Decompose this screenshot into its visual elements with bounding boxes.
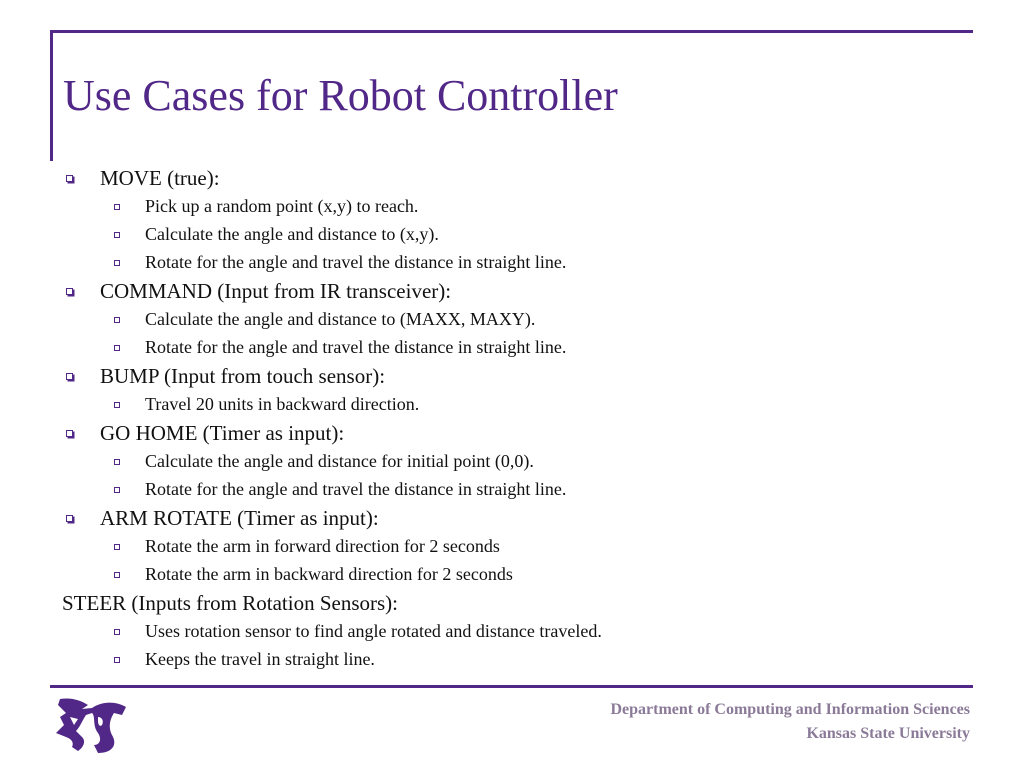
sub-bullet <box>62 306 962 334</box>
square-bullet-icon <box>66 175 73 182</box>
sub-bullet-text: Rotate for the angle and travel the distance in straight line. <box>145 337 567 357</box>
small-square-bullet-icon <box>114 204 120 210</box>
sub-bullet-text: Rotate the arm in forward direction for 2 seconds <box>145 536 500 556</box>
top-rule <box>50 30 973 33</box>
bullet-go-home <box>62 419 962 448</box>
small-square-bullet-icon <box>114 572 120 578</box>
sub-bullet-text: Calculate the angle and distance to (x,y). <box>145 224 439 244</box>
square-bullet-icon <box>66 430 73 437</box>
sub-bullet-text: Rotate the arm in backward direction for 2 seconds <box>145 564 513 584</box>
sub-bullet-text: Travel 20 units in backward direction. <box>145 394 420 414</box>
sub-bullet-text: Rotate for the angle and travel the distance in straight line. <box>145 479 567 499</box>
small-square-bullet-icon <box>114 657 120 663</box>
small-square-bullet-icon <box>114 629 120 635</box>
bullet-label: COMMAND (Input from IR transceiver): <box>100 279 452 303</box>
sub-bullet <box>62 618 962 646</box>
bullet-bump <box>62 362 962 391</box>
square-bullet-icon <box>66 288 73 295</box>
bullet-label: MOVE (true): <box>100 166 220 190</box>
bullet-command <box>62 277 962 306</box>
sub-bullet <box>62 476 962 504</box>
bullet-arm-rotate <box>62 504 962 533</box>
sub-bullet-text: Keeps the travel in straight line. <box>145 649 375 669</box>
square-bullet-icon <box>66 373 73 380</box>
sub-bullet <box>62 391 962 419</box>
footer-rule <box>50 685 973 688</box>
bullet-label: BUMP (Input from touch sensor): <box>100 364 386 388</box>
small-square-bullet-icon <box>114 345 120 351</box>
small-square-bullet-icon <box>114 232 120 238</box>
sub-bullet <box>62 448 962 476</box>
footer-university: Kansas State University <box>806 725 970 742</box>
small-square-bullet-icon <box>114 544 120 550</box>
square-bullet-icon <box>66 515 73 522</box>
bullet-label: ARM ROTATE (Timer as input): <box>100 506 379 530</box>
slide-title: Use Cases for Robot Controller <box>63 71 618 120</box>
sub-bullet-text: Uses rotation sensor to find angle rotated and distance traveled. <box>145 621 602 641</box>
sub-bullet <box>62 646 962 674</box>
bullet-steer <box>62 589 962 618</box>
sub-bullet-text: Rotate for the angle and travel the distance in straight line. <box>145 252 567 272</box>
sub-bullet-text: Calculate the angle and distance for initial point (0,0). <box>145 451 534 471</box>
sub-bullet <box>62 193 962 221</box>
sub-bullet <box>62 249 962 277</box>
sub-bullet <box>62 561 962 589</box>
sub-bullet-text: Pick up a random point (x,y) to reach. <box>145 196 419 216</box>
left-rule <box>50 30 53 161</box>
sub-bullet <box>62 334 962 362</box>
small-square-bullet-icon <box>114 487 120 493</box>
small-square-bullet-icon <box>114 459 120 465</box>
small-square-bullet-icon <box>114 402 120 408</box>
bullet-label: STEER (Inputs from Rotation Sensors): <box>62 591 398 615</box>
sub-bullet <box>62 533 962 561</box>
footer <box>610 698 970 746</box>
small-square-bullet-icon <box>114 317 120 323</box>
sub-bullet-text: Calculate the angle and distance to (MAXX, MAXY). <box>145 309 536 329</box>
slide-body <box>62 164 962 674</box>
small-square-bullet-icon <box>114 260 120 266</box>
sub-bullet <box>62 221 962 249</box>
powercat-logo-icon <box>52 695 130 755</box>
bullet-move <box>62 164 962 193</box>
footer-department: Department of Computing and Information Sciences <box>610 701 970 718</box>
bullet-label: GO HOME (Timer as input): <box>100 421 345 445</box>
